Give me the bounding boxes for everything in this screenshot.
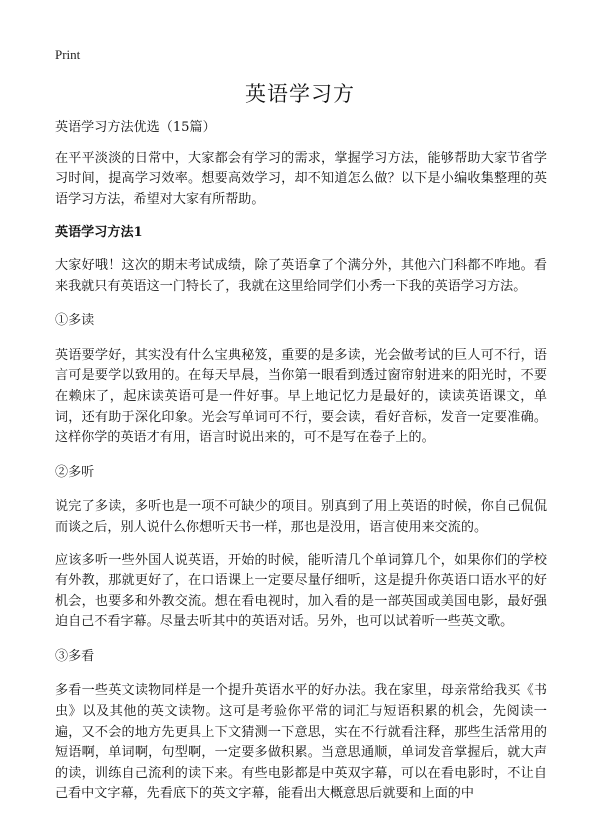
paragraph: 英语要学好，其实没有什么宝典秘笈，重要的是多读，光会做考试的巨人可不行，语言可是要学以致用的。在每天早晨，当你第一眼看到透过窗帘射进来的阳光时，不要在赖床了，起床读英语可是一件好事。早上地记忆力是最好的，读读英语课文，单词，还有助于深化印象。光会写单词可不行，要会读，看好音标，发音一定要准确。这样你学的英语才有用，语言时说出来的，可不是写在卷子上的。 [55, 347, 547, 446]
item-heading-read: ①多读 [55, 313, 95, 329]
print-link[interactable]: Print [55, 47, 81, 62]
paragraph: 大家好哦！这次的期末考试成绩，除了英语拿了个满分外，其他六门科都不咋地。看来我就只有英语这一门特长了，我就在这里给同学们小秀一下我的英语学习方法。 [55, 257, 547, 294]
article-subtitle: 英语学习方法优选（15篇） [55, 120, 216, 135]
intro-paragraph: 在平平淡淡的日常中，大家都会有学习的需求，掌握学习方法，能够帮助大家节省学习时间，提高学习效率。想要高效学习，却不知道怎么做？以下是小编收集整理的英语学习方法，希望对大家有所帮助。 [55, 150, 547, 207]
paragraph: 说完了多读，多听也是一项不可缺少的项目。别真到了用上英语的时候，你自己侃侃而谈之后，别人说什么你想听天书一样，那也是没用，语言使用来交流的。 [55, 499, 547, 535]
paragraph: 应该多听一些外国人说英语，开始的时候，能听清几个单词算几个，如果你们的学校有外教，那就更好了，在口语课上一定要尽量仔细听，这是提升你英语口语水平的好机会，也要多和外教交流。想在看电视时，加入看的是一部英国或美国电影，最好强迫自己不看字幕。尽量去听其中的英语对话。另外，也可以试着听一些英文歌。 [55, 552, 547, 630]
paragraph: 多看一些英文读物同样是一个提升英语水平的好办法。我在家里，母亲常给我买《书虫》以及其他的英文读物。这可是考验你平常的词汇与短语积累的机会，先阅读一遍，又不会的地方先更具上下文猜测一下意思，实在不行就看注释，那些生活常用的短语啊，单词啊，句型啊，一定要多做积累。当意思通顺，单词发音掌握后，就大声的读，训练自己流利的读下来。有些电影都是中英双字幕，可以在看电影时，不让自己看中文字幕，先看底下的英文字幕，能看出大概意思后就要和上面的中 [55, 683, 547, 802]
item-heading-listen: ②多听 [55, 464, 95, 480]
page-title: 英语学习方 [245, 82, 355, 106]
article-body [55, 118, 547, 817]
section-heading: 英语学习方法1 [55, 225, 143, 241]
item-heading-watch: ③多看 [55, 648, 95, 664]
